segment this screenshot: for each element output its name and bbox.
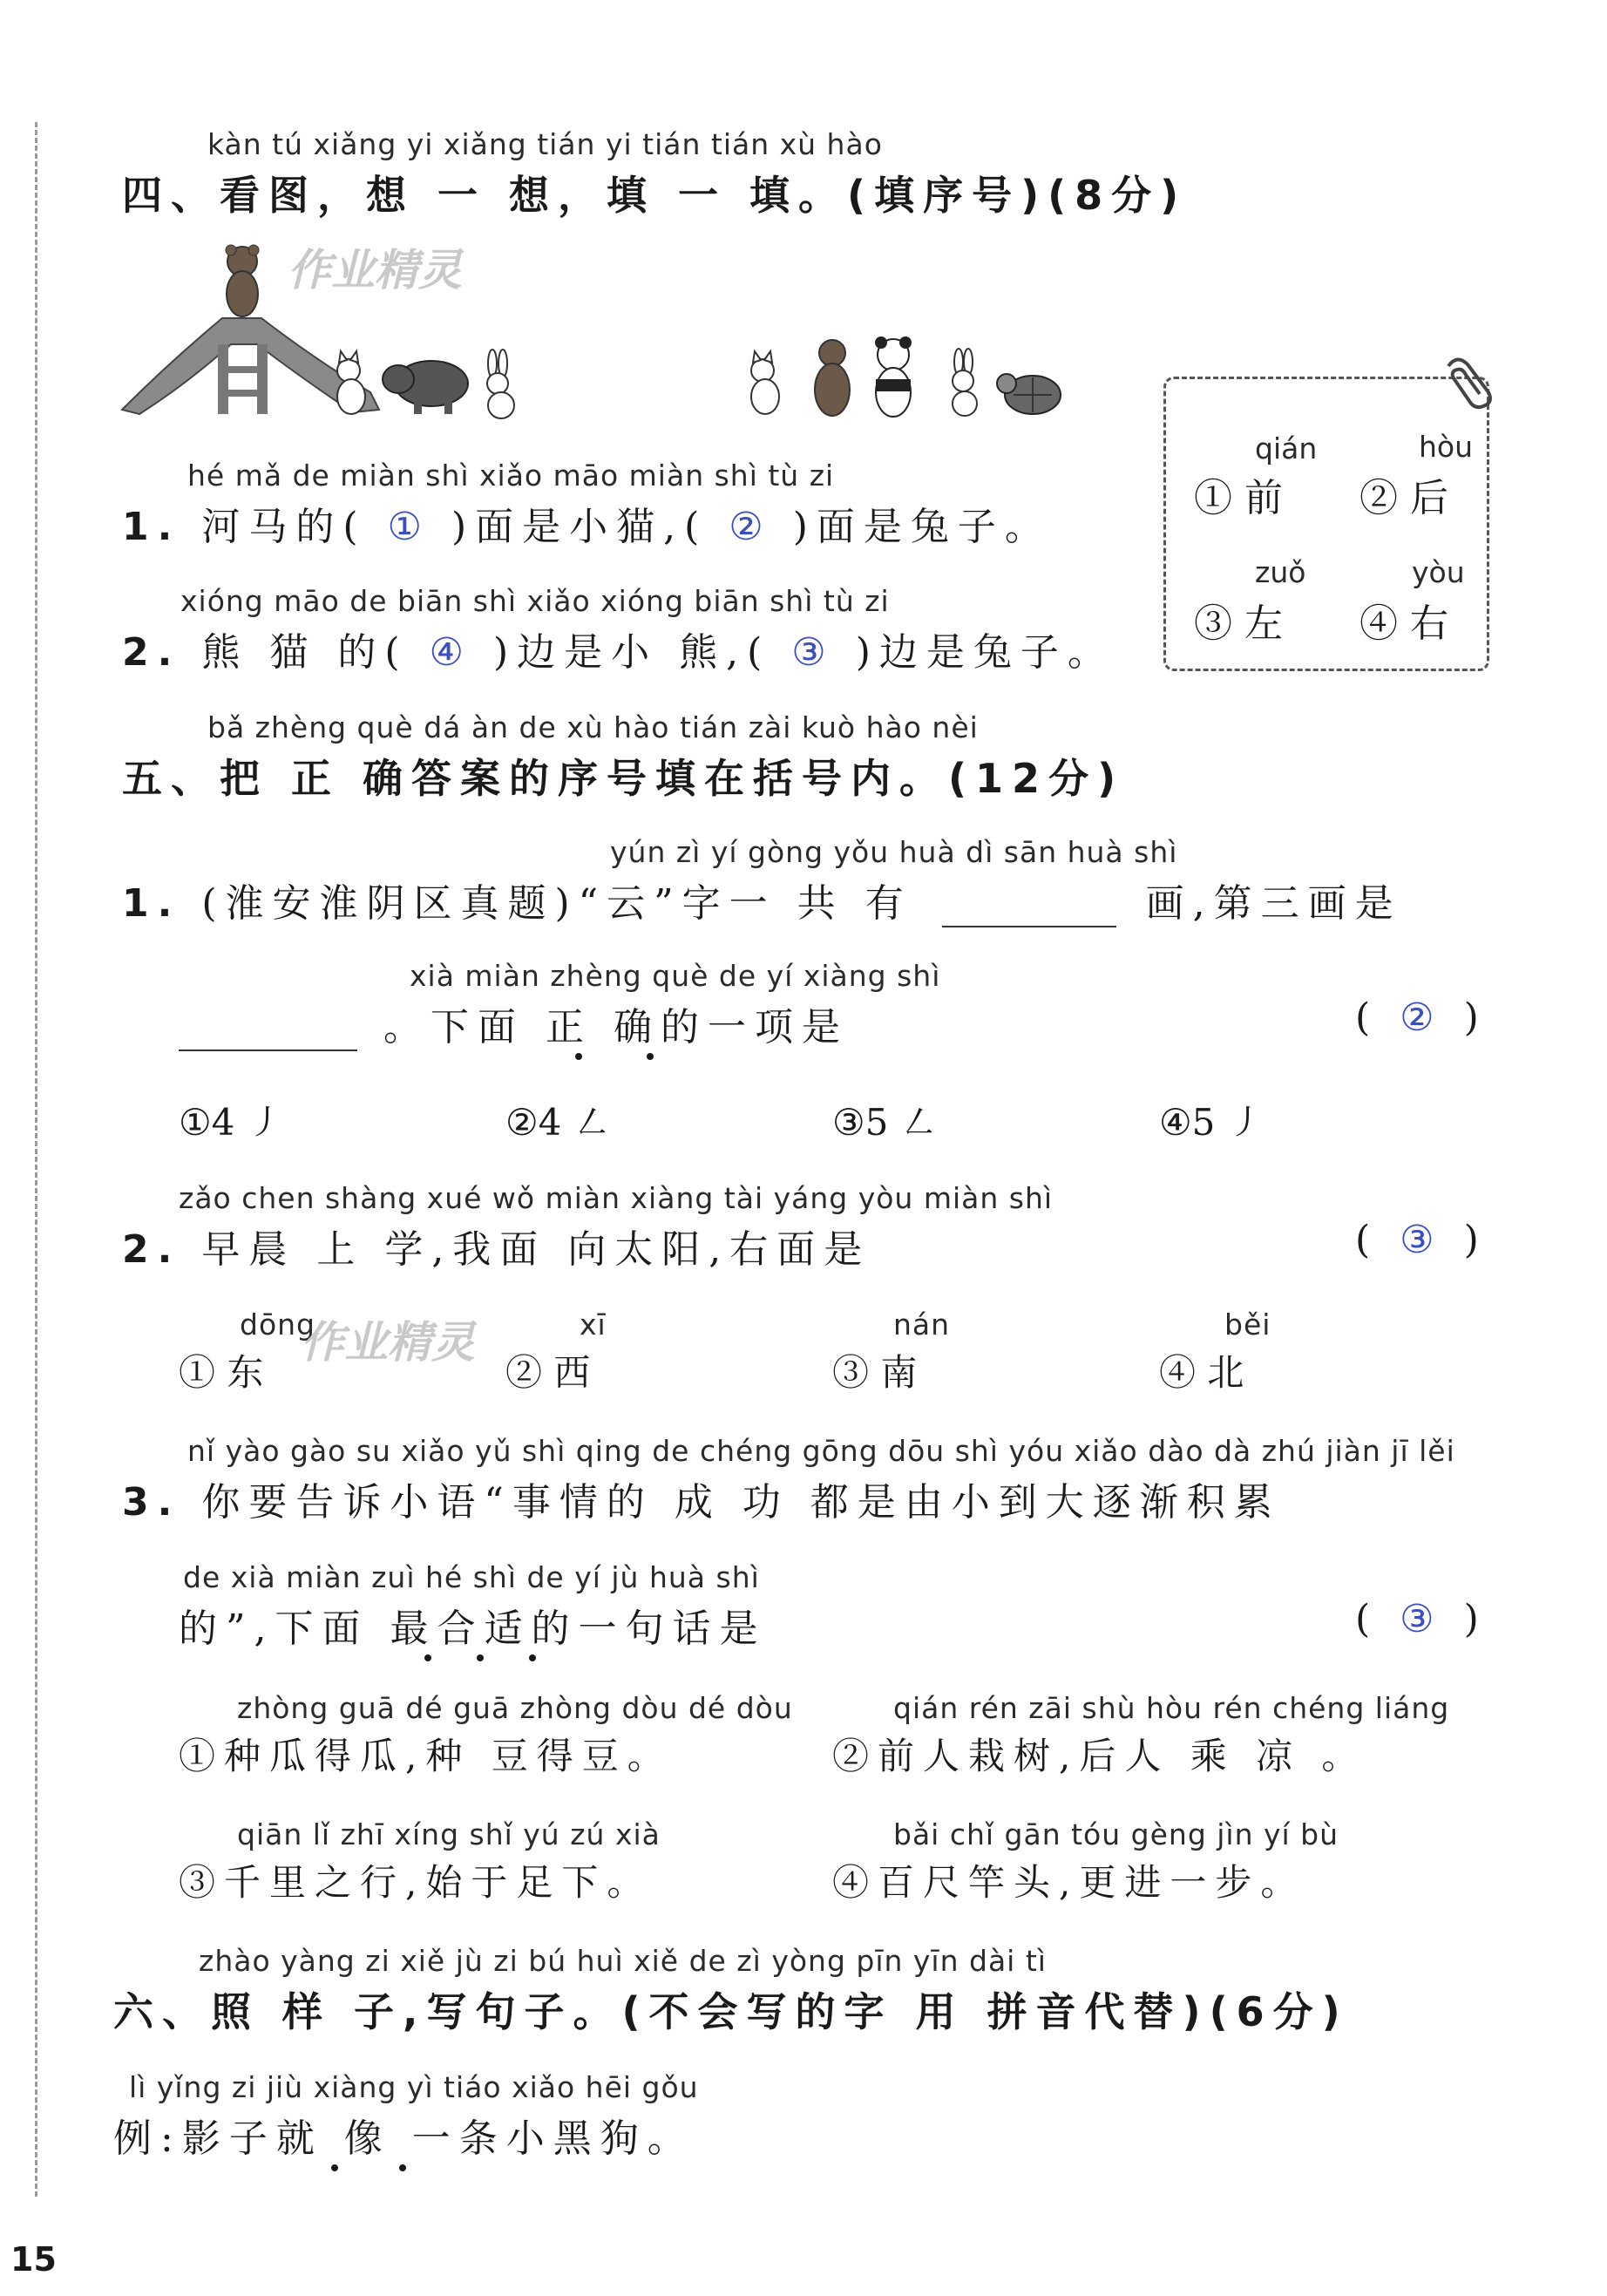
s4-q2-text-b: )边是小 熊,( <box>492 630 771 675</box>
s5-q3-line1 <box>122 1471 1281 1526</box>
section5-title-pinyin: bǎ zhèng què dá àn de xù hào tián zài kuò hào nèi <box>207 710 979 744</box>
hippo-figure <box>383 361 468 414</box>
s5-q2-opt3-pinyin: nán <box>893 1308 951 1342</box>
s5-q2-answer: ③ <box>1400 1218 1443 1262</box>
emphasis-dot <box>399 2164 406 2171</box>
s5-q2-opt2-char: 西 <box>553 1351 591 1394</box>
legend-pinyin-1: qián <box>1255 431 1318 465</box>
legend-mark-3: ③ <box>1194 601 1232 646</box>
s5-q1-line1 <box>122 872 1402 927</box>
emphasis-dot <box>647 1053 654 1060</box>
legend-mark-1: ① <box>1194 476 1232 520</box>
s5-q3-option-2: ②前人栽树,后人 乘 凉 。 <box>832 1735 1367 1777</box>
s5-q2-opt1-char: 东 <box>227 1351 264 1394</box>
section4-title-pinyin: kàn tú xiǎng yi xiǎng tián yi tián tián xù hào <box>207 127 883 161</box>
paperclip-icon <box>1438 349 1499 418</box>
s5-q2-number: 2. <box>122 1227 181 1272</box>
s5-q2-opt4-mark: ④ <box>1159 1351 1197 1394</box>
s4-q1-number: 1. <box>122 505 181 549</box>
section4-title: 四、看图，想 一 想，填 一 填。(填序号)(8分) <box>122 172 1188 219</box>
s5-q1-option-3: ③5 ㇜ <box>832 1101 937 1144</box>
s5-q1-stroke-count-blank[interactable] <box>942 893 1116 927</box>
s4-q2-number: 2. <box>122 630 181 675</box>
s4-q2-text-a: 熊 猫 的( <box>201 630 409 675</box>
legend-char-4: 右 <box>1410 601 1448 646</box>
legend-char-1: 前 <box>1244 476 1283 520</box>
rabbit-figure <box>953 349 977 416</box>
s4-q1-pinyin: hé mǎ de miàn shì xiǎo māo miàn shì tù zi <box>187 459 835 492</box>
s5-q2-option-2 <box>505 1344 590 1396</box>
emphasis-dot <box>424 1654 431 1661</box>
s5-q2-option-3 <box>832 1344 917 1396</box>
legend-item-4 <box>1360 592 1448 648</box>
watermark-logo: 作业精灵 <box>301 1317 475 1368</box>
legend-mark-2: ② <box>1360 476 1398 520</box>
s5-q3-option-4: ④百尺竿头,更进一步。 <box>832 1861 1306 1904</box>
s5-q2-opt2-mark: ② <box>505 1351 543 1394</box>
section6-example: 例:影子就 像 一条小黑狗。 <box>113 2116 695 2161</box>
s4-q1-text-b: )面是小猫,( <box>451 505 709 549</box>
s5-q3-option-1: ①种瓜得瓜,种 豆得豆。 <box>179 1735 673 1777</box>
s5-q3-opt4-pinyin: bǎi chǐ gān tóu gèng jìn yí bù <box>893 1817 1339 1851</box>
legend-pinyin-3: zuǒ <box>1255 555 1306 589</box>
s4-q1-line <box>122 495 1052 551</box>
s5-q3-opt3-pinyin: qiān lǐ zhī xíng shǐ yú zú xià <box>237 1817 661 1851</box>
s5-q2-opt3-char: 南 <box>880 1351 918 1394</box>
s5-q3-text1: 你要告诉小语“事情的 成 功 都是由小到大逐渐积累 <box>201 1480 1281 1525</box>
page-number: 15 <box>10 2240 57 2279</box>
legend-item-2 <box>1360 466 1448 522</box>
s5-q2-opt4-char: 北 <box>1207 1351 1244 1394</box>
s5-q3-answer: ③ <box>1400 1597 1443 1641</box>
legend-item-3 <box>1194 592 1283 648</box>
bear-figure <box>815 340 850 416</box>
s5-q1-text1-b: 画,第三画是 <box>1145 881 1402 926</box>
legend-pinyin-2: hòu <box>1419 430 1474 464</box>
s4-q2-text-c: )边是兔子。 <box>855 630 1115 675</box>
legend-mark-4: ④ <box>1360 601 1398 646</box>
s5-q1-pinyin1: yún zì yí gòng yǒu huà dì sān huà shì <box>610 835 1178 869</box>
s4-q2-pinyin: xióng māo de biān shì xiǎo xióng biān shì tù zi <box>180 584 890 618</box>
binding-margin-line <box>35 122 37 2197</box>
s5-q1-option-1: ①4 ㇓ <box>179 1101 283 1144</box>
s5-q2-pinyin: zǎo chen shàng xué wǒ miàn xiàng tài yáng yòu miàn shì <box>179 1181 1054 1215</box>
s4-q1-text-c: )面是兔子。 <box>792 505 1052 549</box>
s4-q2-answer-a: ④ <box>429 630 472 675</box>
s5-q2-text: 早晨 上 学,我面 向太阳,右面是 <box>201 1227 871 1272</box>
s5-q1-third-stroke-blank[interactable] <box>179 1016 357 1051</box>
s5-q1-text1-a: (淮安淮阴区真题)“云”字一 共 有 <box>201 881 912 926</box>
s5-q1-option-4: ④5 ㇓ <box>1159 1101 1264 1144</box>
s4-q1-answer-b: ② <box>729 505 772 549</box>
bear-figure <box>226 245 259 316</box>
s5-q3-opt2-pinyin: qián rén zāi shù hòu rén chéng liáng <box>893 1691 1450 1725</box>
s5-q3-text2: 的”,下面 最合适的一句话是 <box>179 1607 767 1651</box>
watermark-logo: 作业精灵 <box>288 245 462 295</box>
s5-q3-opt1-pinyin: zhòng guā dé guā zhòng dòu dé dòu <box>237 1691 793 1725</box>
s5-q1-text2: 。下面 正 确的一项是 <box>383 1005 849 1050</box>
s5-q2-opt1-pinyin: dōng <box>240 1308 315 1342</box>
s5-q2-answer-paren: ( ③ ) <box>1355 1218 1488 1262</box>
panda-figure <box>875 336 912 417</box>
s5-q2-opt2-pinyin: xī <box>580 1308 607 1342</box>
s4-q2-answer-b: ③ <box>791 630 835 675</box>
s5-q2-opt1-mark: ① <box>179 1351 216 1394</box>
turtle-figure <box>997 374 1061 414</box>
emphasis-dot <box>331 2164 338 2171</box>
section5-title: 五、把 正 确答案的序号填在括号内。(12分) <box>122 755 1125 802</box>
emphasis-dot <box>575 1053 582 1060</box>
legend-pinyin-4: yòu <box>1412 555 1465 589</box>
s5-q1-number: 1. <box>122 881 181 926</box>
s5-q1-answer: ② <box>1400 995 1443 1040</box>
s5-q2-line <box>122 1218 871 1274</box>
section6-title-pinyin: zhào yàng zi xiě jù zi bú huì xiě de zì yòng pīn yīn dài tì <box>199 1944 1047 1978</box>
s4-q2-line <box>122 621 1115 676</box>
s5-q1-line2 <box>179 995 849 1051</box>
s5-q3-pinyin2: de xià miàn zuì hé shì de yí jù huà shì <box>183 1560 760 1594</box>
s5-q1-answer-paren: ( ② ) <box>1355 995 1488 1040</box>
s4-q1-answer-a: ① <box>387 505 431 549</box>
s4-q1-text-a: 河马的( <box>201 505 367 549</box>
s5-q2-option-4 <box>1159 1344 1244 1396</box>
s5-q3-option-3: ③千里之行,始于足下。 <box>179 1861 653 1904</box>
legend-item-1 <box>1194 466 1283 522</box>
s5-q3-answer-paren: ( ③ ) <box>1355 1597 1488 1641</box>
rabbit-figure <box>487 350 514 418</box>
s5-q1-option-2: ②4 ㇜ <box>505 1101 610 1144</box>
s5-q2-opt4-pinyin: běi <box>1224 1308 1271 1342</box>
section6-title: 六、照 样 子,写句子。(不会写的字 用 拼音代替)(6分) <box>113 1988 1349 2035</box>
emphasis-dot <box>529 1654 536 1661</box>
s5-q2-opt3-mark: ③ <box>832 1351 870 1394</box>
direction-legend-box <box>1163 377 1489 671</box>
cat-figure <box>751 351 779 414</box>
emphasis-dot <box>477 1654 484 1661</box>
animal-row-illustration <box>736 336 1085 423</box>
s5-q2-option-1 <box>179 1344 263 1396</box>
legend-char-2: 后 <box>1410 476 1448 520</box>
section6-example-pinyin: lì yǐng zi jiù xiàng yì tiáo xiǎo hēi gǒu <box>129 2070 699 2104</box>
s5-q3-pinyin1: nǐ yào gào su xiǎo yǔ shì qing de chéng gōng dōu shì yóu xiǎo dào dà zhú jiàn jī lěi <box>187 1434 1455 1468</box>
s5-q3-number: 3. <box>122 1480 181 1525</box>
s5-q1-pinyin2: xià miàn zhèng què de yí xiàng shì <box>410 959 941 993</box>
legend-char-3: 左 <box>1244 601 1283 646</box>
